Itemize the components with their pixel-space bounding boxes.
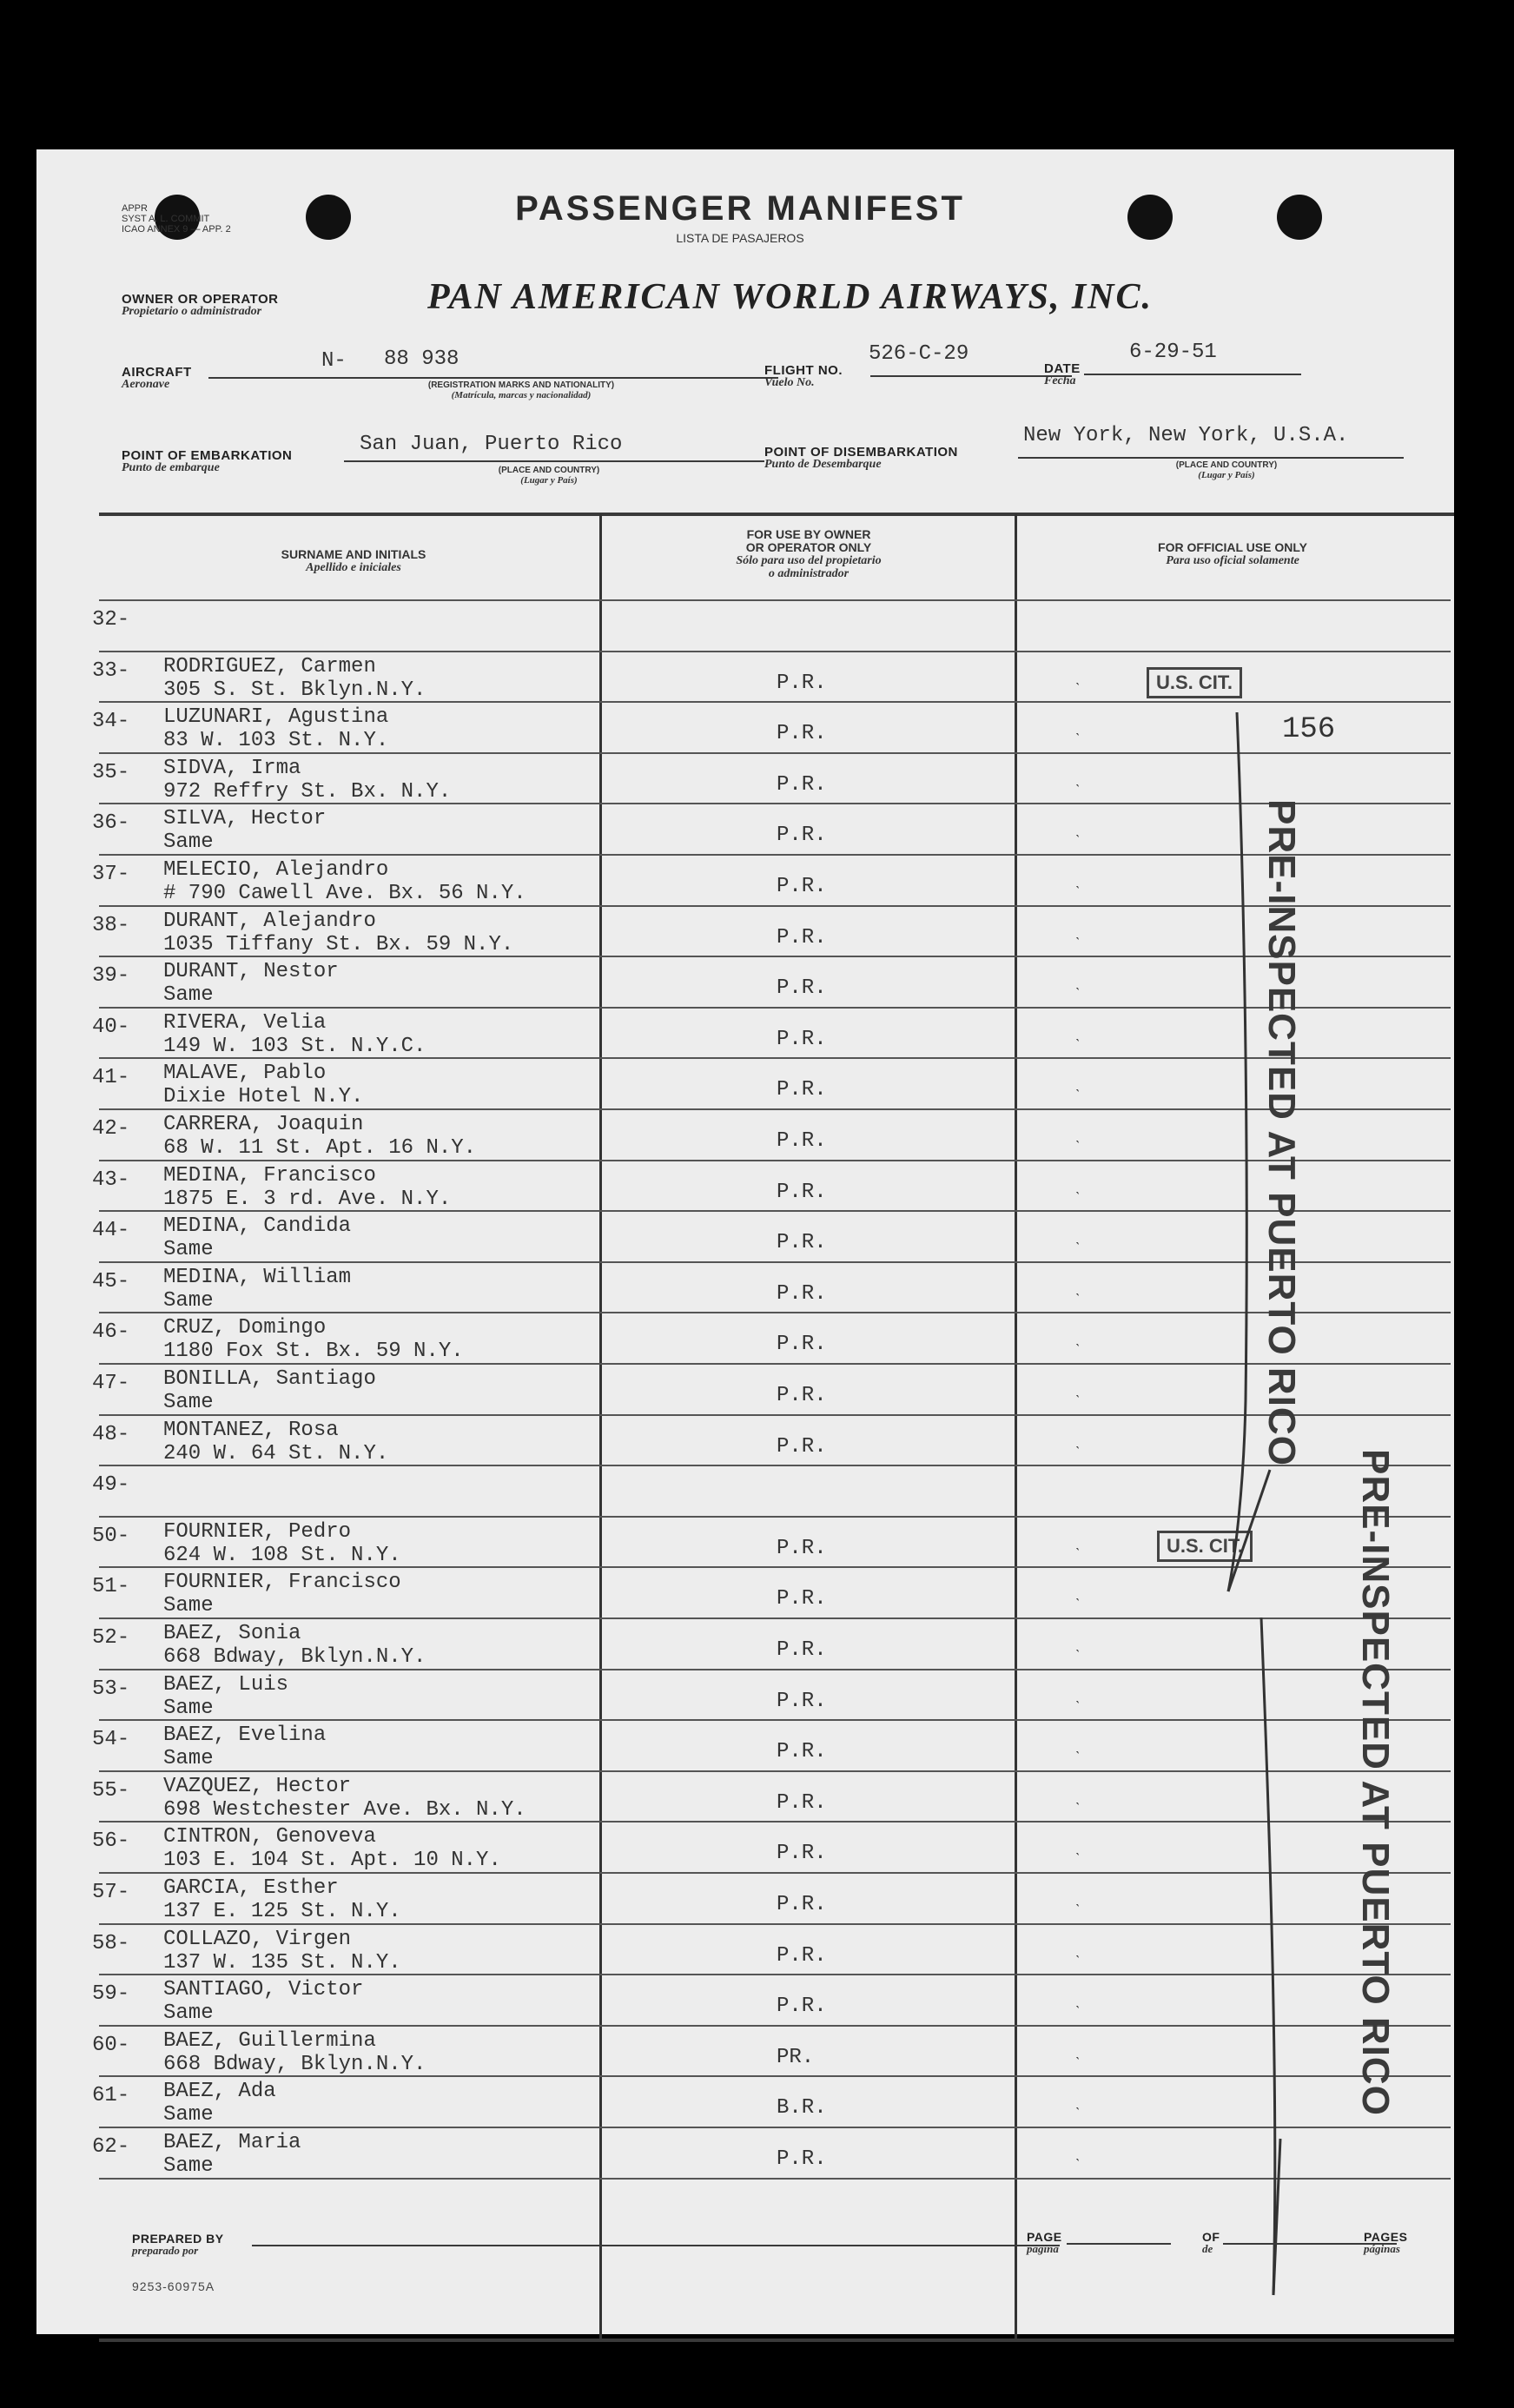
passenger-address: 305 S. St. Bklyn.N.Y. [163, 678, 426, 702]
handwritten-bracket [1183, 705, 1287, 2321]
operator-mark: P.R. [777, 1790, 827, 1815]
official-tick-mark: ˎ [1075, 2144, 1081, 2161]
passenger-address: # 790 Cawell Ave. Bx. 56 N.Y. [163, 882, 526, 905]
date-label-block [1044, 363, 1081, 387]
row-number: 36- [92, 811, 130, 836]
operator-mark: P.R. [777, 1638, 827, 1662]
operator-mark: P.R. [777, 1587, 827, 1611]
row-number: 43- [92, 1168, 130, 1192]
operator-mark: P.R. [777, 671, 827, 695]
column-header-owner-use-line2: OR OPERATOR ONLY [745, 540, 872, 554]
flight-date: 6-29-51 [1129, 341, 1217, 364]
passenger-name: VAZQUEZ, Hector [163, 1774, 352, 1798]
page-label: PAGE [1027, 2230, 1062, 2244]
official-tick-mark: ˎ [1075, 1889, 1081, 1907]
passenger-address: Same [163, 1391, 214, 1414]
official-tick-mark: ˎ [1075, 1075, 1081, 1093]
preinspected-stamp: PRE-INSPECTED AT PUERTO RICO [1354, 1449, 1397, 2116]
passenger-name: MALAVE, Pablo [163, 1062, 327, 1086]
row-number: 53- [92, 1677, 130, 1701]
operator-mark: P.R. [777, 1893, 827, 1916]
official-tick-mark: ˎ [1075, 922, 1081, 940]
passenger-address: 668 Bdway, Bklyn.N.Y. [163, 2052, 426, 2076]
column-header-owner-use [605, 528, 1013, 580]
column-header-owner-use-line1: FOR USE BY OWNER [746, 527, 871, 541]
passenger-name: BAEZ, Evelina [163, 1723, 327, 1748]
embark-place: San Juan, Puerto Rico [360, 433, 623, 456]
passenger-address: 83 W. 103 St. N.Y. [163, 729, 389, 753]
registration-note-es: (Matrícula, marcas y nacionalidad) [451, 390, 592, 400]
flight-label-block [764, 365, 843, 389]
operator-mark: P.R. [777, 1333, 827, 1357]
official-tick-mark: ˎ [1075, 820, 1081, 838]
disembark-place: New York, New York, U.S.A. [1023, 424, 1349, 447]
passenger-address: Same [163, 1594, 214, 1618]
official-tick-mark: ˎ [1075, 973, 1081, 991]
embark-label: POINT OF EMBARKATION [122, 448, 293, 463]
operator-mark: P.R. [777, 1842, 827, 1866]
operator-mark: P.R. [777, 722, 827, 746]
bracket-stroke [1228, 1470, 1270, 1591]
official-tick-mark: ˎ [1075, 1176, 1081, 1194]
column-header-owner-use-es1: Sólo para uso del propietario [736, 554, 882, 567]
row-number: 54- [92, 1728, 130, 1752]
official-tick-mark: ˎ [1075, 1737, 1081, 1755]
of-label-block [1202, 2231, 1220, 2255]
column-header-surname-label: SURNAME AND INITIALS [281, 547, 426, 561]
operator-mark: PR. [777, 2045, 815, 2069]
of-label: OF [1202, 2230, 1220, 2244]
official-tick-mark: ˎ [1075, 1940, 1081, 1958]
row-number: 34- [92, 710, 130, 734]
column-header-owner-use-es2: o administrador [768, 567, 850, 580]
passenger-address: 68 W. 11 St. Apt. 16 N.Y. [163, 1136, 477, 1160]
operator-mark: P.R. [777, 1995, 827, 2019]
place-note-es: (Lugar y País) [1198, 470, 1255, 480]
operator-mark: P.R. [777, 875, 827, 898]
punch-hole [1127, 195, 1173, 240]
column-header-official-use [1020, 540, 1445, 568]
row-number: 33- [92, 658, 130, 683]
row-number: 57- [92, 1881, 130, 1904]
passenger-address: 972 Reffry St. Bx. N.Y. [163, 779, 452, 804]
official-tick-mark: ˎ [1075, 769, 1081, 787]
passenger-address: Same [163, 2154, 214, 2178]
owner-label-es: Propietario o administrador [122, 305, 262, 318]
passenger-name: RIVERA, Velia [163, 1010, 327, 1035]
column-divider [599, 514, 602, 2339]
passenger-address: 668 Bdway, Bklyn.N.Y. [163, 1645, 426, 1669]
passenger-address: Same [163, 983, 214, 1008]
official-tick-mark: ˎ [1075, 1278, 1081, 1296]
row-number: 35- [92, 760, 130, 784]
official-tick-mark: ˎ [1075, 667, 1081, 685]
operator-mark: P.R. [777, 772, 827, 797]
form-number: 9253-60975A [132, 2279, 215, 2293]
passenger-name: SIDVA, Irma [163, 756, 301, 780]
passenger-name: BAEZ, Guillermina [163, 2028, 376, 2053]
bracket-stroke [1261, 1617, 1275, 2295]
disembark-note-block [1122, 460, 1331, 480]
row-number: 50- [92, 1524, 130, 1548]
owner-label: OWNER OR OPERATOR [122, 292, 279, 307]
passenger-name: CARRERA, Joaquin [163, 1113, 364, 1136]
passenger-name: GARCIA, Esther [163, 1876, 339, 1900]
operator-mark: P.R. [777, 1740, 827, 1764]
official-tick-mark: ˎ [1075, 1227, 1081, 1246]
passenger-name: LUZUNARI, Agustina [163, 705, 389, 730]
operator-mark: P.R. [777, 1231, 827, 1255]
official-tick-mark: ˎ [1075, 1787, 1081, 1805]
column-header-official-use-label: FOR OFFICIAL USE ONLY [1158, 540, 1307, 554]
registration-note-block [339, 380, 704, 400]
official-tick-mark: ˎ [1075, 718, 1081, 737]
row-number: 59- [92, 1982, 130, 2007]
passenger-address: Same [163, 2001, 214, 2026]
passenger-address: Same [163, 1696, 214, 1720]
pages-label: PAGES [1364, 2230, 1408, 2244]
passenger-name: FOURNIER, Pedro [163, 1519, 352, 1544]
preinspected-stamp: PRE-INSPECTED AT PUERTO RICO [1260, 799, 1303, 1466]
passenger-address: Same [163, 830, 214, 855]
passenger-name: MELECIO, Alejandro [163, 858, 389, 882]
operator-mark: P.R. [777, 1536, 827, 1560]
column-header-surname-es: Apellido e iniciales [306, 561, 401, 574]
passenger-name: SILVA, Hector [163, 807, 327, 831]
passenger-address: Same [163, 1238, 214, 1262]
date-label: DATE [1044, 361, 1081, 376]
passenger-address: 103 E. 104 St. Apt. 10 N.Y. [163, 1849, 501, 1873]
official-tick-mark: ˎ [1075, 2093, 1081, 2111]
official-tick-mark: ˎ [1075, 1023, 1081, 1042]
row-number: 52- [92, 1626, 130, 1650]
aircraft-underline [208, 377, 778, 379]
operator-mark: B.R. [777, 2096, 827, 2120]
pages-label-es: páginas [1364, 2242, 1400, 2255]
row-number: 55- [92, 1778, 130, 1803]
flight-underline [870, 375, 1072, 377]
manifest-sheet [36, 149, 1454, 2334]
embark-label-block [122, 450, 292, 474]
row-number: 60- [92, 2033, 130, 2057]
embark-note-block [445, 466, 653, 486]
column-header-surname [115, 547, 592, 575]
registration-note: (REGISTRATION MARKS AND NATIONALITY) [427, 380, 615, 390]
official-tick-mark: ˎ [1075, 1431, 1081, 1449]
operator-mark: P.R. [777, 1689, 827, 1713]
place-note-es: (Lugar y País) [520, 475, 578, 486]
official-tick-mark: ˎ [1075, 1685, 1081, 1703]
passenger-name: BONILLA, Santiago [163, 1367, 376, 1391]
row-number: 61- [92, 2084, 130, 2108]
form-code-line: APPR [122, 203, 148, 214]
date-underline [1084, 374, 1301, 375]
place-note: (PLACE AND COUNTRY) [1175, 460, 1278, 470]
row-number: 42- [92, 1117, 130, 1141]
operator-mark: P.R. [777, 1078, 827, 1102]
punch-hole [1277, 195, 1322, 240]
passenger-address: 149 W. 103 St. N.Y.C. [163, 1034, 426, 1058]
row-number: 58- [92, 1931, 130, 1955]
passenger-address: 1180 Fox St. Bx. 59 N.Y. [163, 1340, 464, 1364]
flight-number: 526-C-29 [869, 342, 969, 366]
official-tick-mark: ˎ [1075, 1584, 1081, 1602]
row-number: 37- [92, 863, 130, 886]
row-divider [99, 651, 1451, 652]
official-tick-mark: ˎ [1075, 1532, 1081, 1551]
operator-mark: P.R. [777, 1027, 827, 1051]
citizen-stamp: U.S. CIT. [1157, 1531, 1253, 1562]
passenger-name: SANTIAGO, Victor [163, 1978, 364, 2002]
passenger-name: MEDINA, Candida [163, 1214, 352, 1239]
embark-underline [344, 460, 764, 462]
official-tick-mark: ˎ [1075, 1329, 1081, 1347]
table-top-rule [99, 513, 1454, 516]
page-title-es: LISTA DE PASAJEROS [676, 231, 804, 245]
row-number: 40- [92, 1015, 130, 1039]
passenger-name: DURANT, Alejandro [163, 909, 376, 933]
passenger-address: 137 W. 135 St. N.Y. [163, 1950, 401, 1975]
passenger-address: 624 W. 108 St. N.Y. [163, 1543, 401, 1567]
passenger-address: Dixie Hotel N.Y. [163, 1085, 364, 1109]
form-code-block [122, 203, 231, 235]
passenger-name: MONTANEZ, Rosa [163, 1418, 339, 1442]
official-tick-mark: ˎ [1075, 1126, 1081, 1143]
bracket-stroke [1228, 712, 1246, 1591]
punch-hole [306, 195, 351, 240]
row-number: 41- [92, 1066, 130, 1090]
passenger-name: DURANT, Nestor [163, 960, 339, 984]
aircraft-label-es: Aeronave [122, 378, 170, 391]
prepared-by-block [132, 2233, 224, 2257]
passenger-name: BAEZ, Sonia [163, 1622, 301, 1645]
row-number: 46- [92, 1320, 130, 1345]
official-tick-mark: ˎ [1075, 2041, 1081, 2060]
passenger-address: 698 Westchester Ave. Bx. N.Y. [163, 1797, 526, 1822]
page-number-line [1067, 2243, 1171, 2245]
operator-name: PAN AMERICAN WORLD AIRWAYS, INC. [427, 277, 1154, 317]
passenger-name: COLLAZO, Virgen [163, 1927, 352, 1951]
row-number: 32- [92, 608, 130, 632]
form-code-line: SYST A. L. COMMIT [122, 214, 210, 224]
operator-mark: P.R. [777, 1384, 827, 1407]
page-label-block [1027, 2231, 1062, 2255]
row-number: 44- [92, 1219, 130, 1243]
row-divider [99, 701, 1451, 703]
row-number: 51- [92, 1575, 130, 1599]
date-label-es: Fecha [1044, 374, 1076, 387]
passenger-address: Same [163, 1288, 214, 1313]
passenger-name: CINTRON, Genoveva [163, 1825, 376, 1849]
citizen-stamp: U.S. CIT. [1147, 667, 1242, 698]
row-number: 38- [92, 913, 130, 937]
operator-mark: P.R. [777, 2147, 827, 2171]
prepared-by-label: PREPARED BY [132, 2232, 224, 2246]
place-note: (PLACE AND COUNTRY) [498, 466, 600, 475]
passenger-address: 137 E. 125 St. N.Y. [163, 1900, 401, 1923]
footer-rule [99, 2339, 1454, 2342]
passenger-address: 1035 Tiffany St. Bx. 59 N.Y. [163, 932, 514, 956]
operator-mark: P.R. [777, 1434, 827, 1459]
passenger-name: RODRIGUEZ, Carmen [163, 654, 376, 678]
pages-label-block [1364, 2231, 1407, 2255]
owner-label-block [122, 294, 278, 318]
page-count-mark: 156 [1282, 713, 1336, 746]
prepared-by-line [252, 2245, 1060, 2246]
disembark-label: POINT OF DISEMBARKATION [764, 445, 958, 460]
aircraft-prefix: N- [321, 349, 347, 373]
passenger-name: BAEZ, Ada [163, 2080, 276, 2104]
row-divider [99, 599, 1451, 601]
operator-mark: P.R. [777, 976, 827, 1001]
row-number: 39- [92, 964, 130, 989]
official-tick-mark: ˎ [1075, 1838, 1081, 1856]
passenger-name: CRUZ, Domingo [163, 1316, 327, 1340]
prepared-by-label-es: preparado por [132, 2244, 199, 2257]
aircraft-label: AIRCRAFT [122, 365, 192, 380]
official-tick-mark: ˎ [1075, 871, 1081, 889]
operator-mark: P.R. [777, 1180, 827, 1204]
passenger-address: 240 W. 64 St. N.Y. [163, 1441, 389, 1465]
form-code-line: ICAO ANNEX 9 — APP. 2 [122, 224, 231, 235]
disembark-label-block [764, 447, 958, 471]
column-header-official-use-es: Para uso oficial solamente [1166, 554, 1299, 567]
operator-mark: P.R. [777, 1281, 827, 1306]
operator-mark: P.R. [777, 1129, 827, 1153]
passenger-name: MEDINA, William [163, 1265, 352, 1289]
passenger-name: MEDINA, Francisco [163, 1163, 376, 1187]
page-title: PASSENGER MANIFEST [515, 189, 965, 228]
official-tick-mark: ˎ [1075, 1635, 1081, 1652]
row-number: 56- [92, 1829, 130, 1854]
operator-mark: P.R. [777, 925, 827, 949]
disembark-underline [1018, 457, 1404, 459]
page-label-es: página [1027, 2242, 1059, 2255]
operator-mark: P.R. [777, 1943, 827, 1968]
passenger-address: Same [163, 1747, 214, 1771]
disembark-label-es: Punto de Desembarque [764, 458, 882, 471]
passenger-address: 1875 E. 3 rd. Ave. N.Y. [163, 1187, 452, 1211]
row-number: 48- [92, 1422, 130, 1446]
of-label-es: de [1202, 2242, 1213, 2255]
flight-label-es: Vuelo No. [764, 376, 815, 389]
operator-mark: P.R. [777, 824, 827, 848]
official-tick-mark: ˎ [1075, 1991, 1081, 2009]
row-number: 47- [92, 1372, 130, 1395]
column-divider [1015, 514, 1017, 2339]
official-tick-mark: ˎ [1075, 1380, 1081, 1398]
passenger-name: FOURNIER, Francisco [163, 1571, 401, 1595]
passenger-name: BAEZ, Luis [163, 1672, 289, 1697]
flight-label: FLIGHT NO. [764, 363, 843, 378]
embark-label-es: Punto de embarque [122, 461, 220, 474]
row-number: 49- [92, 1473, 130, 1498]
passenger-address: Same [163, 2103, 214, 2127]
aircraft-registration: 88 938 [384, 347, 459, 371]
row-number: 62- [92, 2135, 130, 2159]
aircraft-label-block [122, 367, 192, 391]
row-number: 45- [92, 1269, 130, 1293]
passenger-name: BAEZ, Maria [163, 2131, 301, 2154]
